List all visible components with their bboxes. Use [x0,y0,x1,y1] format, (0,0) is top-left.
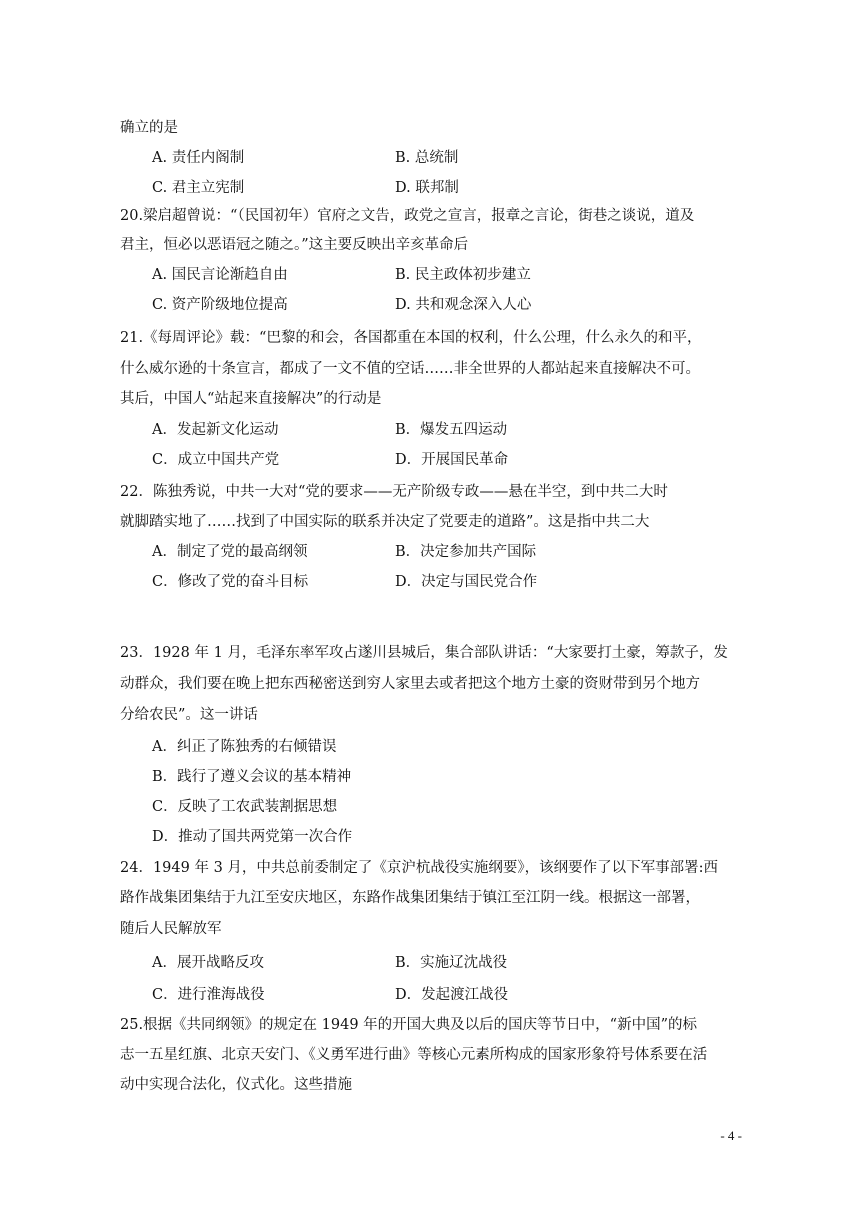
q19-option-b: B. 总统制 [395,150,459,166]
q25-stem-line-1: 25.根据《共同纲领》的规定在 1949 年的开国大典及以后的国庆等节日中，“新中国”的标 [120,1017,698,1033]
q24-option-a: A．展开战略反攻 [152,955,264,971]
q24-stem-line-2: 路作战集团集结于九江至安庆地区，东路作战集团集结于镇江至江阴一线。根据这一部署， [120,890,700,906]
q20-stem-line-1: 20.梁启超曾说：“（民国初年）官府之文告，政党之宣言，报章之言论，街巷之谈说，道及 [120,208,695,224]
q21-stem-line-3: 其后，中国人“站起来直接解决”的行动是 [120,391,382,407]
q23-option-d: D．推动了国共两党第一次合作 [152,829,353,845]
q21-stem-line-1: 21.《每周评论》载：“巴黎的和会，各国都重在本国的权利，什么公理，什么永久的和平， [120,330,702,346]
q23-option-c: C．反映了工农武装割据思想 [152,799,338,815]
q23-stem-line-1: 23．1928 年 1 月，毛泽东率军攻占遂川县城后，集合部队讲话：“大家要打土豪，筹款子，发 [120,645,728,661]
q21-option-b: B．爆发五四运动 [395,422,508,438]
q19-option-a: A. 责任内阁制 [152,150,245,166]
q24-option-d: D．发起渡江战役 [395,987,509,1003]
q25-stem-line-3: 动中实现合法化，仪式化。这些措施 [120,1077,352,1093]
q23-option-a: A．纠正了陈独秀的右倾错误 [152,739,337,755]
q21-option-a: A．发起新文化运动 [152,422,279,438]
q24-stem-line-3: 随后人民解放军 [120,921,222,937]
q22-stem-line-1: 22．陈独秀说，中共一大对“党的要求——无产阶级专政——悬在半空，到中共二大时 [120,484,668,500]
q23-stem-line-3: 分给农民”。这一讲话 [120,707,258,723]
q19-option-c: C. 君主立宪制 [152,180,245,196]
q24-option-b: B．实施辽沈战役 [395,955,508,971]
q24-option-c: C．进行淮海战役 [152,987,265,1003]
q22-stem-line-2: 就脚踏实地了……找到了中国实际的联系并决定了党要走的道路”。这是指中共二大 [120,514,650,530]
q20-option-d: D. 共和观念深入人心 [395,297,532,313]
question-19-stem-tail: 确立的是 [120,120,178,136]
q21-option-c: C．成立中国共产党 [152,452,280,468]
q24-stem-line-1: 24．1949 年 3 月，中共总前委制定了《京沪杭战役实施纲要》，该纲要作了以下军事部署:西 [120,860,719,876]
q22-option-c: C．修改了党的奋斗目标 [152,574,309,590]
q20-option-b: B. 民主政体初步建立 [395,267,531,283]
q22-option-b: B．决定参加共产国际 [395,544,537,560]
q20-option-c: C. 资产阶级地位提高 [152,297,288,313]
q21-stem-line-2: 什么威尔逊的十条宣言，都成了一文不值的空话……非全世界的人都站起来直接解决不可。 [120,361,700,377]
page-number: - 4 - [720,1128,742,1143]
q25-stem-line-2: 志一五星红旗、北京天安门、《义勇军进行曲》等核心元素所构成的国家形象符号体系要在活 [120,1047,708,1063]
q23-stem-line-2: 动群众，我们要在晚上把东西秘密送到穷人家里去或者把这个地方土豪的资财带到另个地方 [120,676,700,692]
q20-option-a: A. 国民言论渐趋自由 [152,267,288,283]
q21-option-d: D．开展国民革命 [395,452,509,468]
q23-option-b: B．践行了遵义会议的基本精神 [152,769,352,785]
q22-option-d: D．决定与国民党合作 [395,574,538,590]
q19-option-d: D. 联邦制 [395,180,459,196]
q22-option-a: A．制定了党的最高纲领 [152,544,308,560]
q20-stem-line-2: 君主，恒必以恶语冠之随之。”这主要反映出辛亥革命后 [120,237,469,253]
